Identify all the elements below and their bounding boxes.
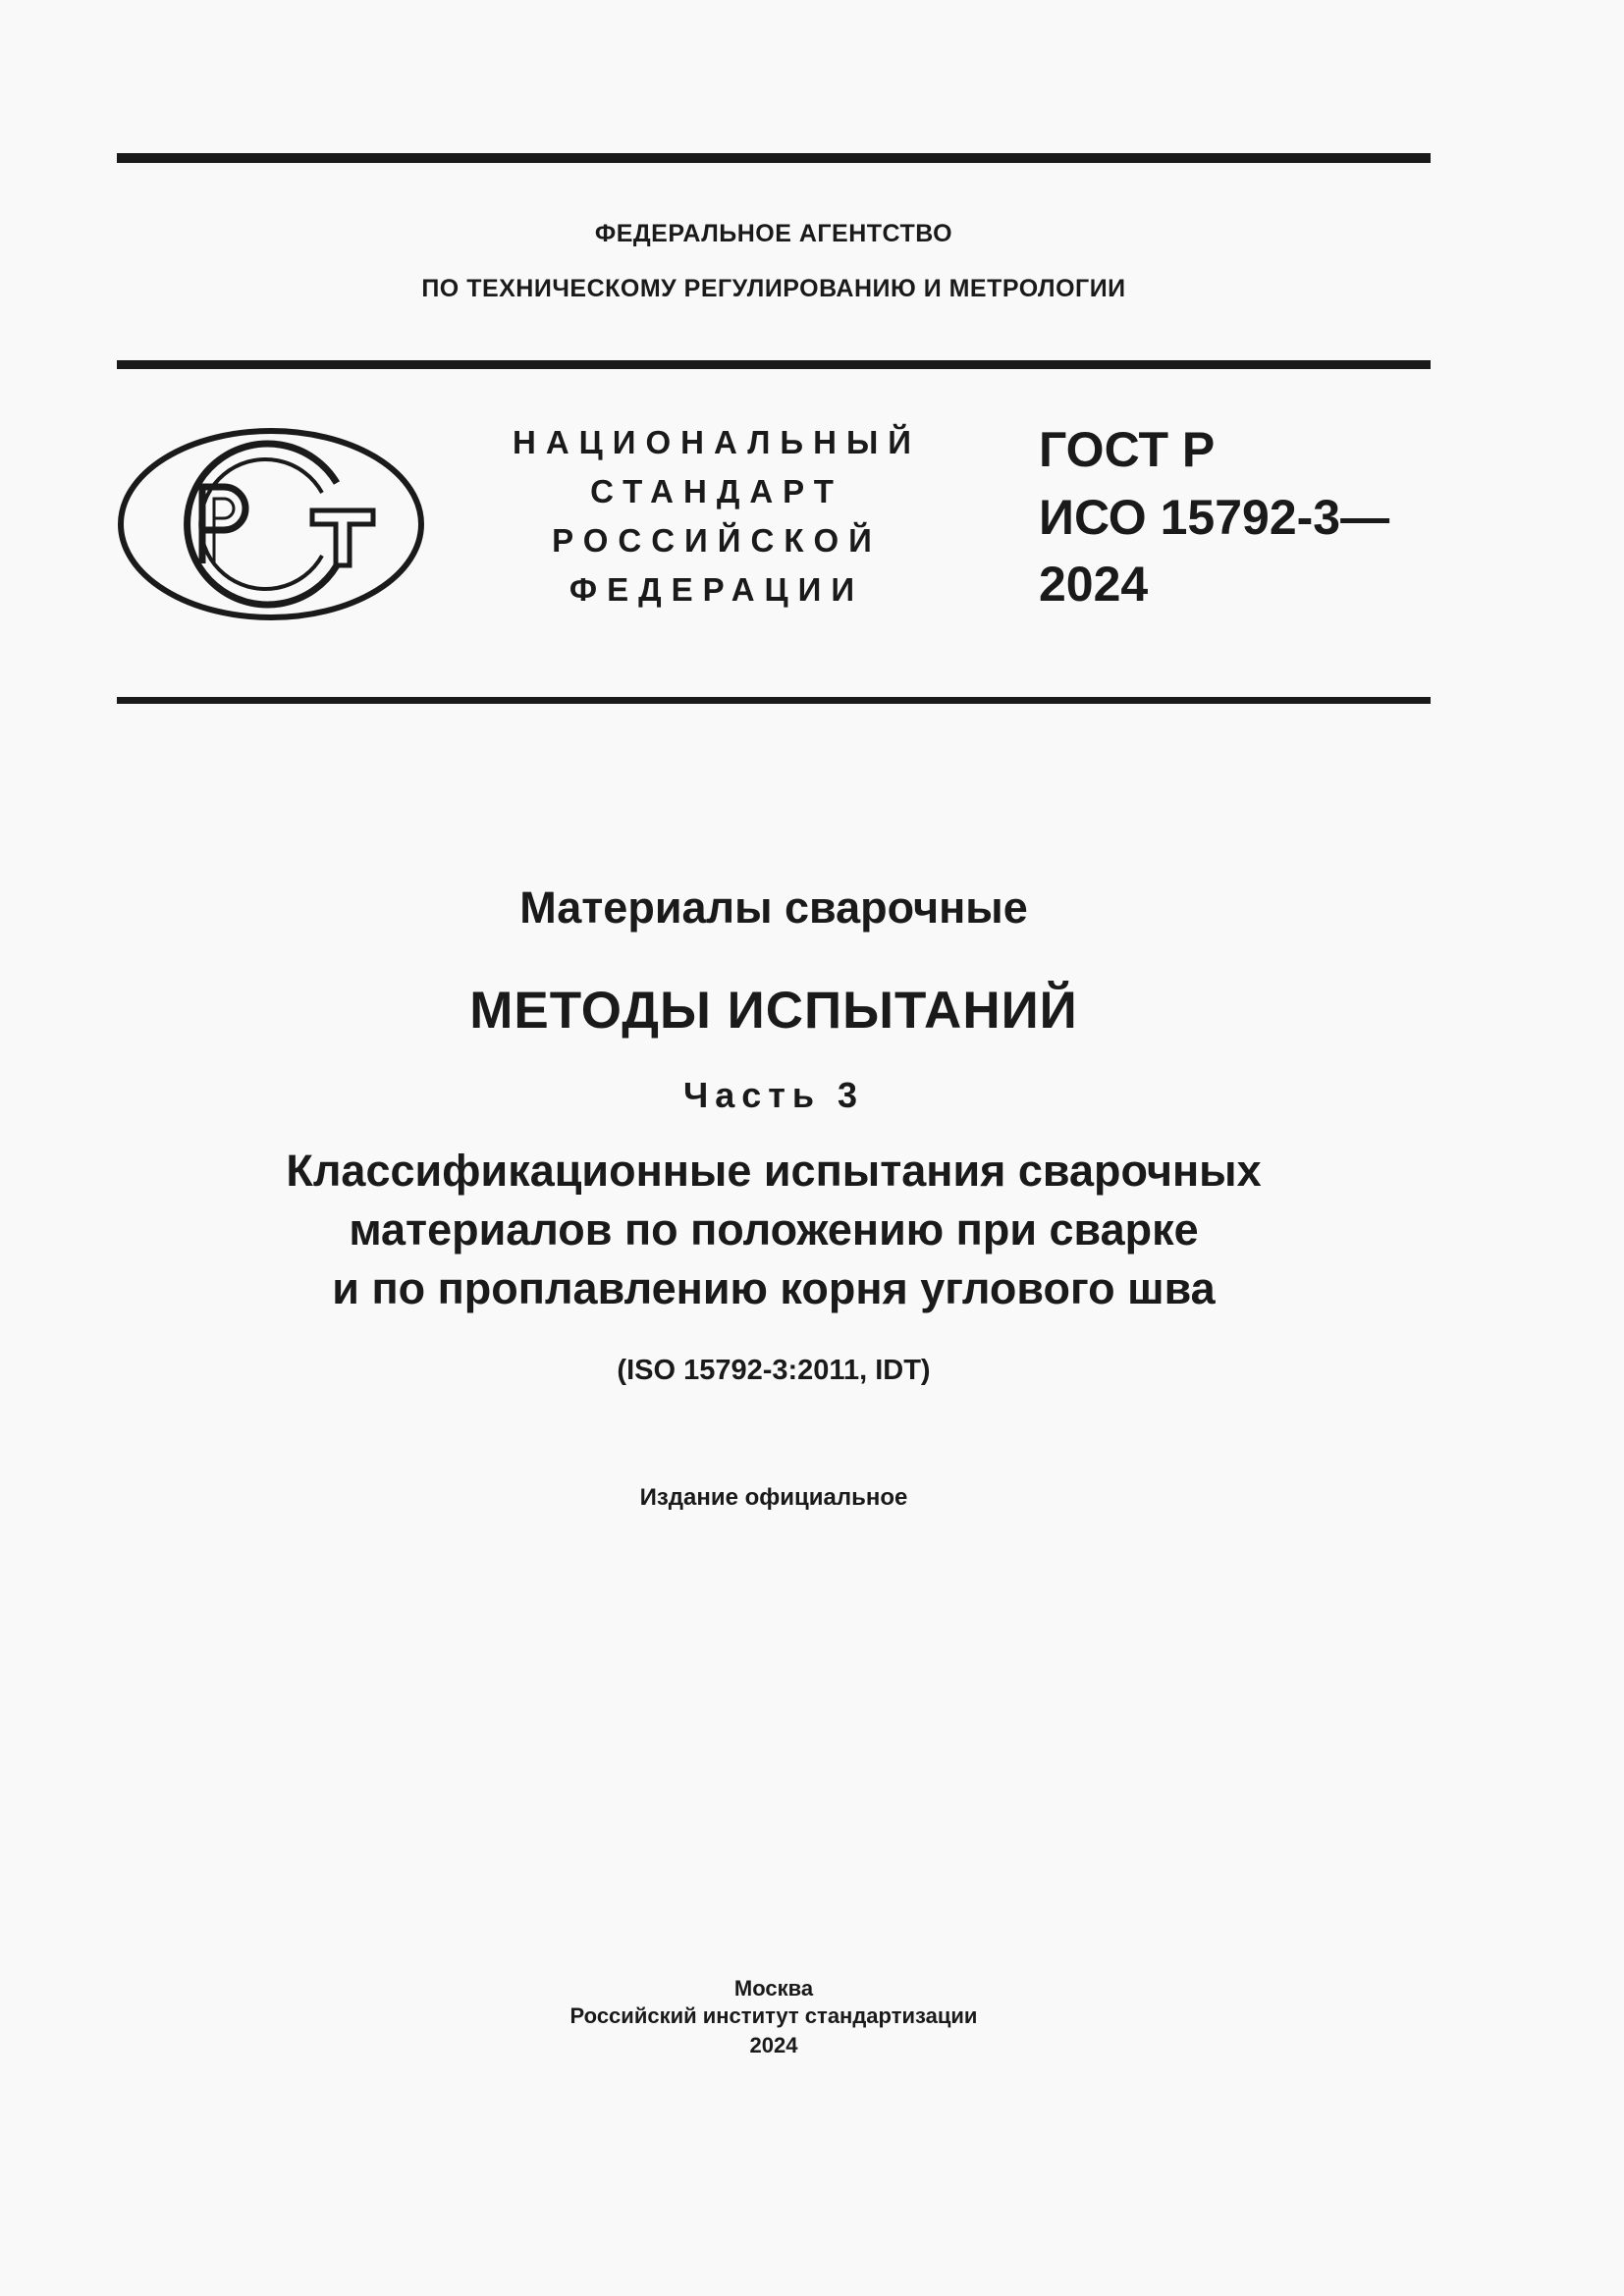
lower-rule: [117, 697, 1431, 704]
agency-name-line-1: ФЕДЕРАЛЬНОЕ АГЕНТСТВО: [594, 220, 953, 247]
document-part-number: Часть 3: [682, 1075, 865, 1115]
national-standard-line-2: СТАНДАРТ: [590, 473, 843, 509]
document-subtitle-line-2: материалов по положению при сварке: [349, 1204, 1199, 1255]
document-title-materials: Материалы сварочные: [519, 882, 1028, 933]
national-standard-line-4: ФЕДЕРАЦИИ: [568, 571, 865, 608]
official-edition-label: Издание официальное: [639, 1484, 908, 1511]
rst-certification-mark-icon: [116, 426, 426, 622]
standard-designation-line-3: 2024: [1039, 557, 1149, 612]
national-standard-line-3: РОССИЙСКОЙ: [552, 522, 882, 559]
document-title-methods: МЕТОДЫ ИСПЫТАНИЙ: [469, 982, 1078, 1040]
document-subtitle-line-1: Классификационные испытания сварочных: [286, 1146, 1262, 1196]
imprint-city: Москва: [733, 1976, 814, 2001]
top-rule: [117, 153, 1431, 163]
iso-reference: (ISO 15792-3:2011, IDT): [617, 1355, 931, 1386]
imprint-publisher: Российский институт стандартизации: [569, 2003, 978, 2028]
imprint-year: 2024: [749, 2033, 798, 2057]
agency-name-line-2: ПО ТЕХНИЧЕСКОМУ РЕГУЛИРОВАНИЮ И МЕТРОЛОГИИ: [421, 275, 1126, 302]
middle-rule: [117, 360, 1431, 369]
document-subtitle-line-3: и по проплавлению корня углового шва: [332, 1263, 1216, 1313]
standard-designation-line-2: ИСО 15792-3—: [1039, 490, 1390, 545]
standard-designation-line-1: ГОСТ Р: [1039, 422, 1216, 477]
national-standard-line-1: НАЦИОНАЛЬНЫЙ: [513, 424, 921, 460]
